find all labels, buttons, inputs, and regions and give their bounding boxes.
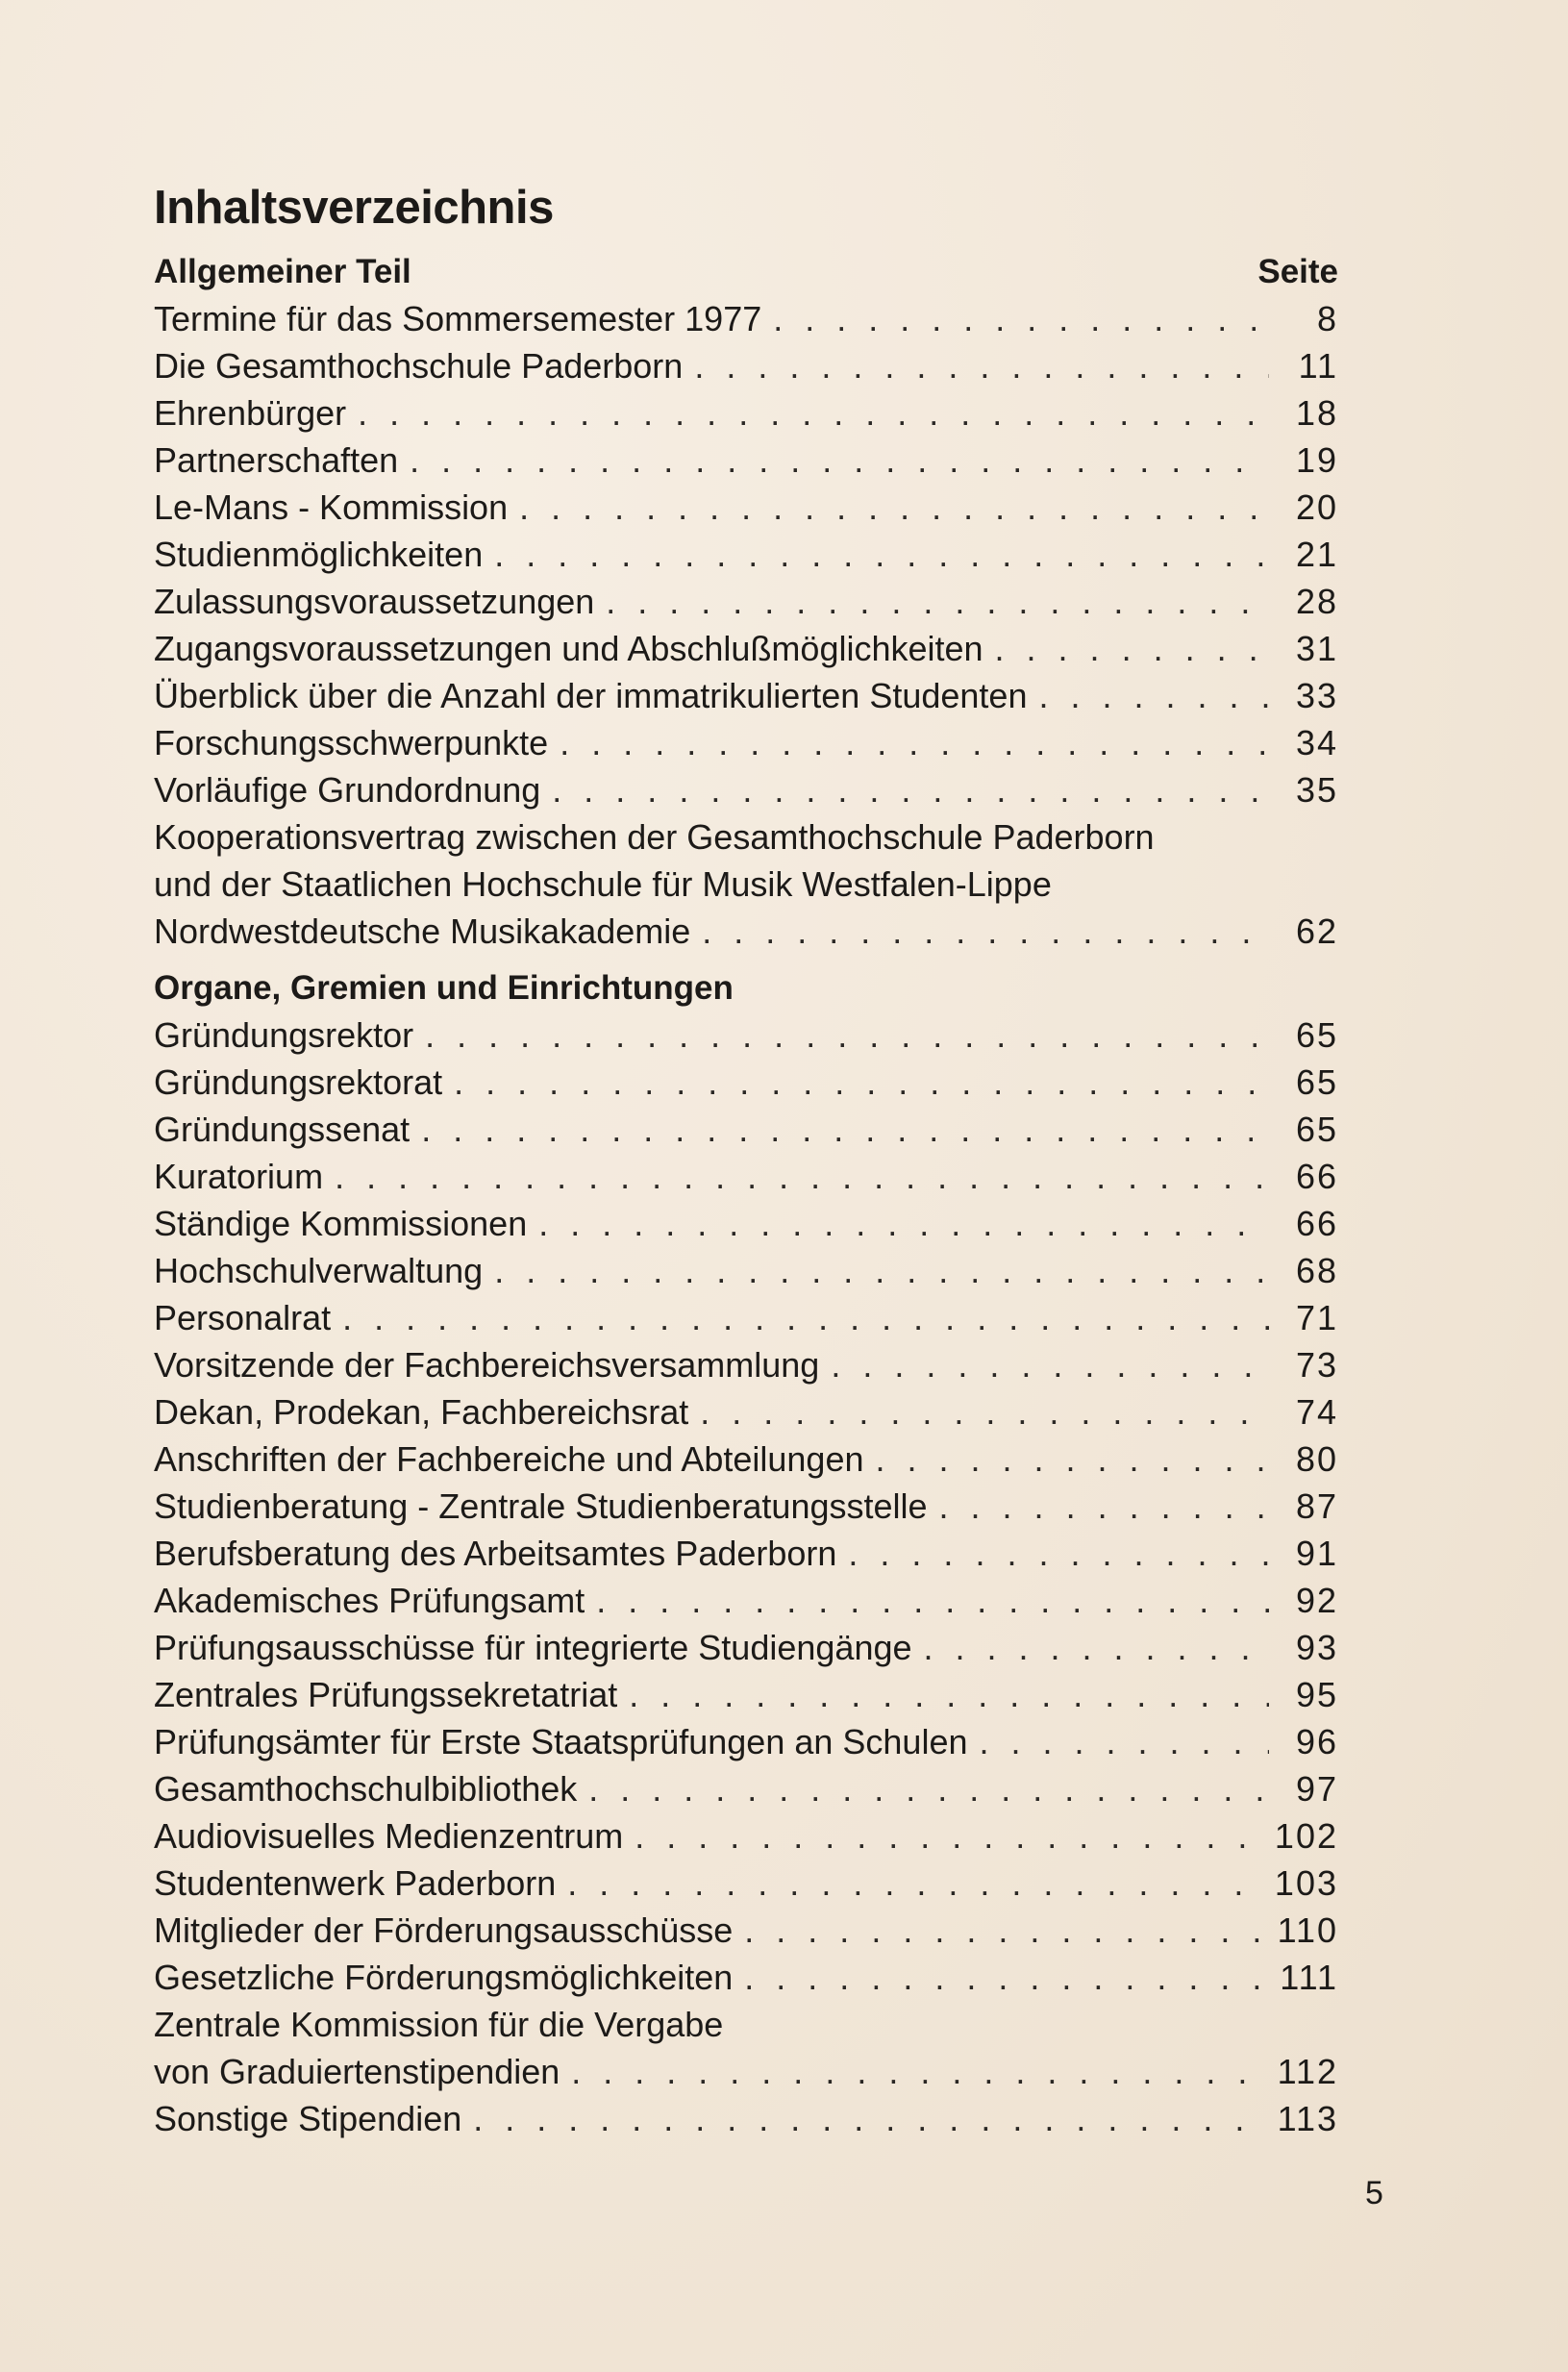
column-label: Seite [1257,253,1338,290]
toc-entry-label: Audiovisuelles Medienzentrum [154,1816,624,1856]
dot-leader [1038,672,1269,719]
toc-entry-label: Le-Mans - Kommission [154,487,509,527]
toc-entry-page: 74 [1295,1392,1338,1432]
toc-entry [154,342,1338,389]
toc-entry [154,1624,1338,1671]
dot-leader [358,389,1269,437]
toc-entry-label: von Graduiertenstipendien [154,2052,560,2091]
toc-entry-label: Hochschulverwaltung [154,1251,484,1290]
page-number: 5 [1365,2175,1383,2211]
toc-entry-label: Vorläufige Grundordnung [154,770,541,810]
dot-leader [454,1059,1269,1106]
dot-leader [924,1624,1269,1671]
toc-entry [154,2048,1338,2095]
toc-entry-page: 20 [1295,487,1338,527]
toc-entry-label: Gesamthochschulbibliothek [154,1769,578,1809]
toc-entry-label: Kooperationsvertrag zwischen der Gesamthochschule Paderborn [154,817,1155,857]
section-heading-label: Allgemeiner Teil [154,253,411,290]
toc-entry-label: Sonstige Stipendien [154,2099,462,2138]
dot-leader [421,1106,1269,1153]
dot-leader [494,531,1269,578]
toc-entry-label: Ständige Kommissionen [154,1204,528,1243]
dot-leader [342,1294,1269,1341]
toc-entry [154,1954,1338,2001]
toc-entry [154,2095,1338,2142]
toc-entry-label: Mitglieder der Förderungsausschüsse [154,1910,734,1950]
toc-entry [154,1341,1338,1388]
toc-entry-label: Studentenwerk Paderborn [154,1863,557,1903]
toc-entry-label: Zulassungsvoraussetzungen [154,582,595,621]
dot-leader [848,1530,1269,1577]
toc-entry-label: Kuratorium [154,1157,324,1196]
toc-entry-label: Termine für das Sommersemester 1977 [154,299,762,338]
dot-leader [939,1483,1269,1530]
toc-entry-page: 65 [1295,1110,1338,1149]
toc-entry-page: 34 [1295,723,1338,762]
toc-entry-page: 33 [1295,676,1338,715]
toc-entry-page: 112 [1277,2052,1338,2091]
toc-entry-label: Gründungssenat [154,1110,411,1149]
toc-entry-page: 28 [1295,582,1338,621]
toc-entry [154,531,1338,578]
dot-leader [567,1860,1263,1907]
toc-entry-page: 97 [1295,1769,1338,1809]
dot-leader [980,1718,1270,1765]
toc-entry [154,1530,1338,1577]
dot-leader [588,1765,1269,1812]
toc-entry-label: Zugangsvoraussetzungen und Abschlußmöglichkeiten [154,629,983,668]
toc-entry [154,1153,1338,1200]
toc-entry-label: Nordwestdeutsche Musikakademie [154,911,691,951]
dot-leader [694,342,1269,389]
toc-entry-page: 93 [1295,1628,1338,1667]
toc-entry-page: 102 [1274,1816,1338,1856]
toc-entry [154,625,1338,672]
toc-entry [154,1765,1338,1812]
toc-entry-page: 96 [1295,1722,1338,1761]
toc-entry [154,1483,1338,1530]
section-gap [154,955,1338,964]
toc-entry-label: Partnerschaften [154,440,399,480]
toc-entry-page: 80 [1295,1439,1338,1479]
toc-entry-label: Zentrales Prüfungssekretatriat [154,1675,618,1714]
dot-leader [773,295,1269,342]
toc-entry [154,2001,1338,2048]
toc-entry [154,295,1338,342]
dot-leader [744,1907,1265,1954]
toc-entry-page: 113 [1277,2099,1338,2138]
toc-entry-label: Forschungsschwerpunkte [154,723,549,762]
dot-leader [606,578,1269,625]
toc-entry-page: 21 [1295,535,1338,574]
toc-entry-page: 66 [1295,1157,1338,1196]
dot-leader [702,908,1269,955]
toc-entry [154,484,1338,531]
toc-entry-label: Gründungsrektor [154,1015,414,1055]
dot-leader [876,1436,1270,1483]
toc-entry [154,1011,1338,1059]
toc-entry [154,1907,1338,1954]
toc-entry [154,1718,1338,1765]
toc-entry-label: Überblick über die Anzahl der immatrikulierten Studenten [154,676,1028,715]
toc-entry-label: Anschriften der Fachbereiche und Abteilungen [154,1439,864,1479]
toc-entry [154,861,1338,908]
dot-leader [571,2048,1265,2095]
section-heading-label: Organe, Gremien und Einrichtungen [154,969,734,1007]
toc-entry-page: 111 [1280,1958,1338,1997]
toc-entry [154,766,1338,813]
toc-entry [154,1247,1338,1294]
page-title: Inhaltsverzeichnis [154,182,554,234]
toc-entry-label: Prüfungsämter für Erste Staatsprüfungen an Schulen [154,1722,968,1761]
dot-leader [494,1247,1269,1294]
toc-entry-page: 95 [1295,1675,1338,1714]
toc-entry-label: Die Gesamthochschule Paderborn [154,346,684,386]
toc-entry-page: 73 [1295,1345,1338,1385]
toc-entry-label: Zentrale Kommission für die Vergabe [154,2005,724,2044]
toc-entry [154,719,1338,766]
toc-entry [154,1388,1338,1436]
dot-leader [831,1341,1269,1388]
toc-entry-label: Studienmöglichkeiten [154,535,484,574]
toc-entry-label: Berufsberatung des Arbeitsamtes Paderborn [154,1534,837,1573]
dot-leader [473,2095,1265,2142]
toc-entry-page: 19 [1295,440,1338,480]
toc-entry-page: 103 [1274,1863,1338,1903]
dot-leader [995,625,1269,672]
toc-entry-label: und der Staatlichen Hochschule für Musik Westfalen-Lippe [154,864,1052,904]
toc-entry-label: Ehrenbürger [154,393,347,433]
toc-entry [154,1200,1338,1247]
section-heading [154,248,1338,295]
dot-leader [629,1671,1269,1718]
toc-entry-page: 11 [1298,346,1338,386]
toc-entry-page: 62 [1295,911,1338,951]
toc-entry-label: Personalrat [154,1298,332,1337]
toc-entry-page: 31 [1295,629,1338,668]
toc-entry [154,389,1338,437]
toc-entry-page: 110 [1277,1910,1338,1950]
toc-entry-label: Prüfungsausschüsse für integrierte Studiengänge [154,1628,912,1667]
toc-entry [154,1671,1338,1718]
toc-entry-label: Akademisches Prüfungsamt [154,1581,585,1620]
toc-entry [154,813,1338,861]
toc-entry [154,437,1338,484]
dot-leader [700,1388,1269,1436]
toc-entry-label: Vorsitzende der Fachbereichsversammlung [154,1345,820,1385]
toc-entry [154,578,1338,625]
toc-entry [154,1294,1338,1341]
dot-leader [560,719,1269,766]
toc-entry [154,1106,1338,1153]
toc-entry-page: 92 [1295,1581,1338,1620]
toc-entry-label: Gesetzliche Förderungsmöglichkeiten [154,1958,734,1997]
dot-leader [335,1153,1269,1200]
toc-entry [154,1436,1338,1483]
dot-leader [596,1577,1269,1624]
toc-entry-page: 35 [1295,770,1338,810]
toc-entry-page: 8 [1316,299,1338,338]
toc-entry-page: 65 [1295,1015,1338,1055]
toc-entry-page: 18 [1295,393,1338,433]
table-of-contents [154,248,1338,2142]
toc-entry [154,1577,1338,1624]
toc-entry [154,1860,1338,1907]
toc-entry-label: Dekan, Prodekan, Fachbereichsrat [154,1392,689,1432]
toc-entry-page: 91 [1295,1534,1338,1573]
toc-entry [154,1059,1338,1106]
dot-leader [538,1200,1269,1247]
dot-leader [519,484,1269,531]
dot-leader [744,1954,1268,2001]
toc-entry [154,672,1338,719]
dot-leader [552,766,1269,813]
toc-entry-label: Gründungsrektorat [154,1062,443,1102]
dot-leader [410,437,1269,484]
toc-entry-page: 65 [1295,1062,1338,1102]
toc-entry-page: 87 [1295,1486,1338,1526]
toc-entry [154,1812,1338,1860]
toc-entry-label: Studienberatung - Zentrale Studienberatungsstelle [154,1486,928,1526]
toc-entry-page: 66 [1295,1204,1338,1243]
toc-entry [154,908,1338,955]
section-heading [154,964,1338,1011]
dot-leader [635,1812,1263,1860]
toc-entry-page: 68 [1295,1251,1338,1290]
toc-entry-page: 71 [1295,1298,1338,1337]
dot-leader [425,1011,1269,1059]
